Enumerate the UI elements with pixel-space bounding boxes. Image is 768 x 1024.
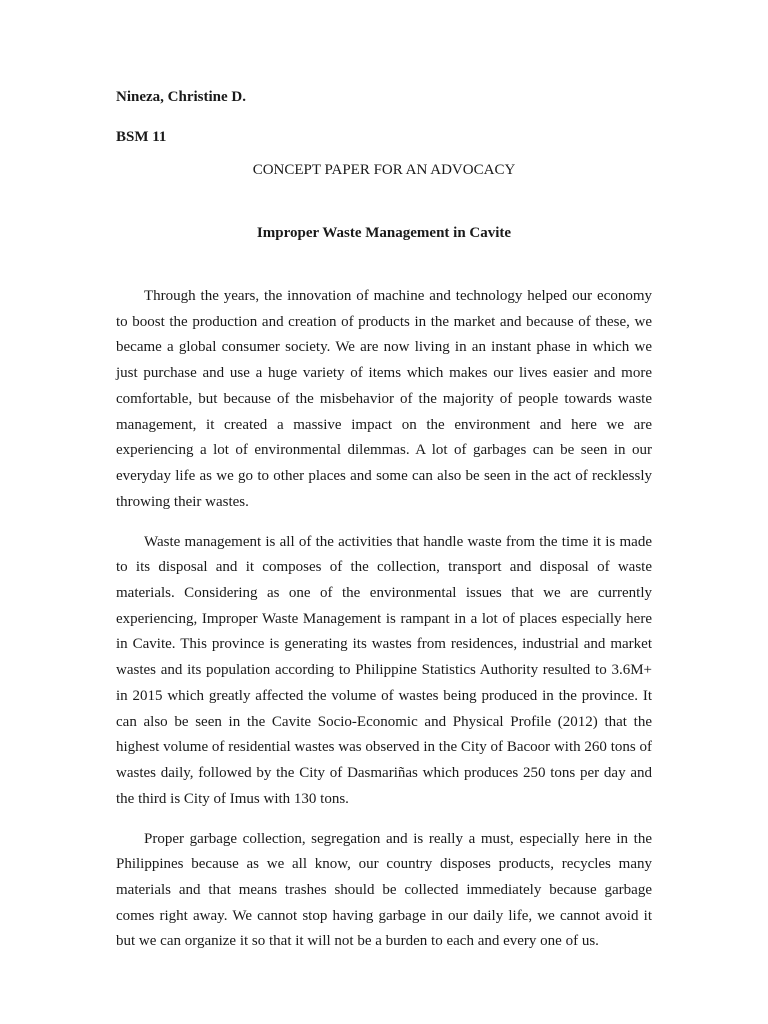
body-text bbox=[116, 284, 652, 969]
course-code: BSM 11 bbox=[116, 129, 167, 145]
paragraph-intro: Through the years, the innovation of machine and technology helped our economy to boost the production and creation of products in the market and because of these, we became a global consumer society. We are now living in an instant phase in which we just purchase and use a huge variety of items which makes our lives easier and more comfortable, but because of the misbehavior of the majority of people towards waste management, it created a massive impact on the environment and here we are experiencing a lot of environmental dilemmas. A lot of garbages can be seen in our everyday life as we go to other places and some can also be seen in the act of recklessly throwing their wastes. bbox=[116, 288, 652, 510]
paragraph-waste-management: Waste management is all of the activities that handle waste from the time it is made to its disposal and it composes of the collection, transport and disposal of waste materials. Considering as one of the environmental issues that we are currently experiencing, Improper Waste Management is rampant in a lot of places especially here in Cavite. This province is generating its wastes from residences, industrial and market wastes and its population according to Philippine Statistics Authority resulted to 3.6M+ in 2015 which greatly affected the volume of wastes being produced in the province. It can also be seen in the Cavite Socio-Economic and Physical Profile (2012) that the highest volume of residential wastes was observed in the City of Bacoor with 260 tons of wastes daily, followed by the City of Dasmariñas which produces 250 tons per day and the third is City of Imus with 130 tons. bbox=[116, 533, 652, 807]
document-title: Improper Waste Management in Cavite bbox=[256, 225, 512, 241]
paragraph-proper-garbage-collection: Proper garbage collection, segregation and is really a must, especially here in the Philippines because as we all know, our country disposes products, recycles many materials and that means trashes should be collected immediately because garbage comes right away. We cannot stop having garbage in our daily life, we cannot avoid it but we can organize it so that it will not be a burden to each and every one of us. bbox=[116, 830, 652, 950]
document-type-heading: CONCEPT PAPER FOR AN ADVOCACY bbox=[252, 162, 516, 178]
author-name: Nineza, Christine D. bbox=[116, 89, 246, 105]
